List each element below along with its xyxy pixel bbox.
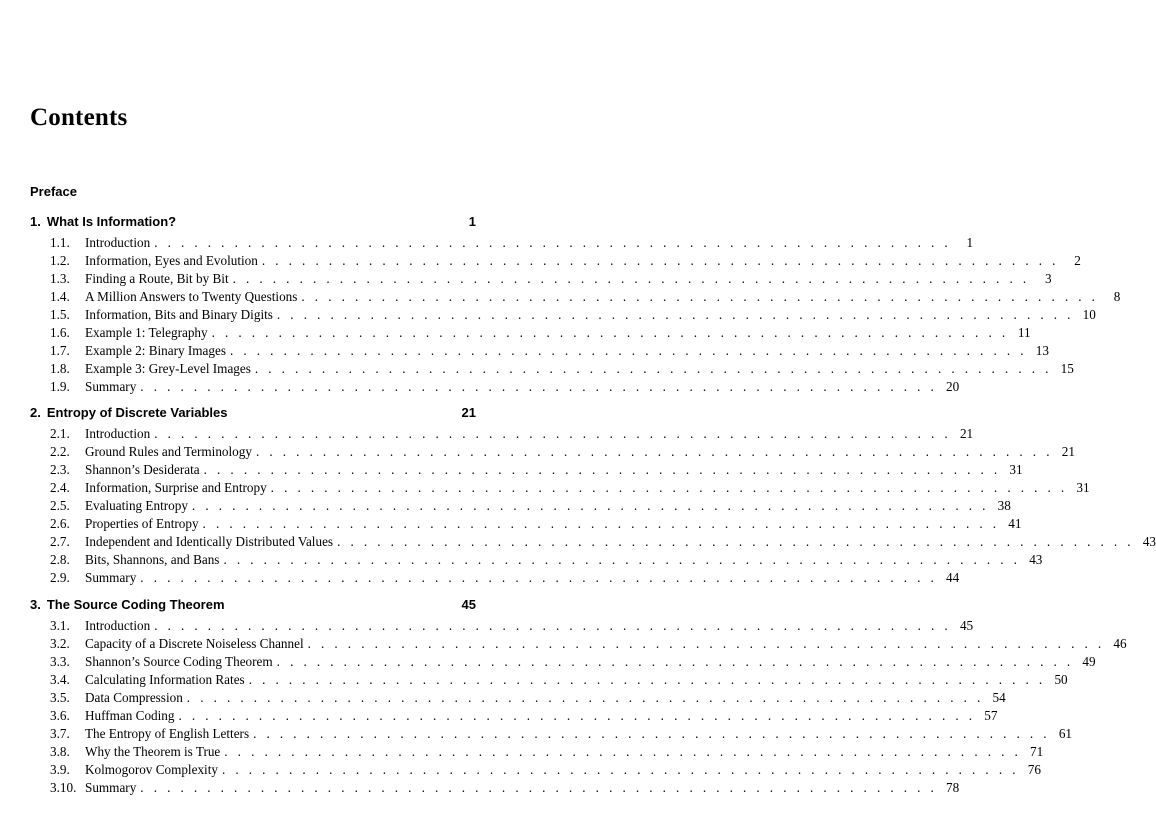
toc-preface-entry[interactable]: Preface (30, 184, 77, 199)
toc-section-entry[interactable] (30, 288, 1121, 306)
dot-leader: . . . . . . . . . . . . . . . . . . . . . . . . . . . . . . . . . . . . . . . . . . . . . . . . . . . . . . . . . . . . (232, 271, 1030, 286)
section-page: 21 (959, 426, 974, 441)
dot-leader: . . . . . . . . . . . . . . . . . . . . . . . . . . . . . . . . . . . . . . . . . . . . . . . . . . . . . . . . . . . . (202, 516, 1000, 531)
toc-section-entry[interactable] (30, 617, 974, 635)
dot-leader: . . . . . . . . . . . . . . . . . . . . . . . . . . . . . . . . . . . . . . . . . . . . . . . . . . . . . . . . . . . . (253, 726, 1051, 741)
section-title: Information, Bits and Binary Digits (85, 307, 273, 322)
chapter-page: 21 (461, 405, 476, 420)
section-number: 2.4. (50, 480, 70, 495)
section-title: Bits, Shannons, and Bans (85, 552, 220, 567)
section-title: Shannon’s Desiderata (85, 462, 200, 477)
section-page: 38 (997, 498, 1011, 513)
section-title: Summary (85, 780, 137, 795)
dot-leader: . . . . . . . . . . . . . . . . . . . . . . . . . . . . . . . . . . . . . . . . . . . . . . . . . . . . . . . . . . . . (307, 636, 1105, 651)
page-title: Contents (30, 104, 128, 131)
section-page: 43 (1142, 534, 1156, 549)
dot-leader: . . . . . . . . . . . . . . . . . . . . . . . . . . . . . . . . . . . . . . . . . . . . . . . . . . . . . . . . . . . . (154, 426, 952, 441)
section-page: 13 (1035, 343, 1049, 358)
dot-leader: . . . . . . . . . . . . . . . . . . . . . . . . . . . . . . . . . . . . . . . . . . . . . . . . . . . . . . . . . . . . (255, 444, 1053, 459)
section-page: 76 (1027, 762, 1041, 777)
section-page: 57 (984, 708, 998, 723)
section-number: 3.8. (50, 744, 70, 759)
toc-section-entry[interactable] (30, 635, 1127, 653)
section-number: 1.4. (50, 289, 70, 304)
section-number: 3.10. (50, 780, 77, 795)
dot-leader: . . . . . . . . . . . . . . . . . . . . . . . . . . . . . . . . . . . . . . . . . . . . . . . . . . . . . . . . . . . . (211, 325, 1009, 340)
toc-section-entry[interactable] (30, 306, 1096, 324)
dot-leader: . . . . . . . . . . . . . . . . . . . . . . . . . . . . . . . . . . . . . . . . . . . . . . . . . . . . . . . . . . . . (154, 235, 952, 250)
toc-section-entry[interactable] (30, 425, 974, 443)
section-number: 3.1. (50, 618, 70, 633)
toc-section-entry[interactable] (30, 725, 1073, 743)
section-title: The Entropy of English Letters (85, 726, 250, 741)
dot-leader: . . . . . . . . . . . . . . . . . . . . . . . . . . . . . . . . . . . . . . . . . . . . . . . . . . . . . . . . . . . . (223, 552, 1021, 567)
section-page: 31 (1076, 480, 1090, 495)
section-number: 1.5. (50, 307, 70, 322)
section-page: 49 (1082, 654, 1096, 669)
toc-section-entry[interactable] (30, 689, 1006, 707)
section-title: Ground Rules and Terminology (85, 444, 252, 459)
section-number: 2.1. (50, 426, 70, 441)
section-title: Example 1: Telegraphy (85, 325, 208, 340)
dot-leader: . . . . . . . . . . . . . . . . . . . . . . . . . . . . . . . . . . . . . . . . . . . . . . . . . . . . . . . . . . . . (178, 708, 976, 723)
section-page: 41 (1008, 516, 1022, 531)
dot-leader: . . . . . . . . . . . . . . . . . . . . . . . . . . . . . . . . . . . . . . . . . . . . . . . . . . . . . . . . . . . . (230, 343, 1027, 358)
section-number: 2.6. (50, 516, 70, 531)
chapter-heading[interactable] (30, 597, 476, 617)
toc-section-entry[interactable] (30, 360, 1074, 378)
chapter-title: The Source Coding Theorem (46, 597, 225, 612)
dot-leader: . . . . . . . . . . . . . . . . . . . . . . . . . . . . . . . . . . . . . . . . . . . . . . . . . . . . . . . . . . . . (140, 780, 938, 795)
section-title: Shannon’s Source Coding Theorem (85, 654, 273, 669)
section-number: 3.2. (50, 636, 70, 651)
section-title: Summary (85, 379, 137, 394)
toc-section-entry[interactable] (30, 551, 1043, 569)
section-page: 44 (946, 570, 960, 585)
section-number: 1.7. (50, 343, 70, 358)
section-title: Information, Eyes and Evolution (85, 253, 258, 268)
section-title: Why the Theorem is True (85, 744, 221, 759)
dot-leader: . . . . . . . . . . . . . . . . . . . . . . . . . . . . . . . . . . . . . . . . . . . . . . . . . . . . . . . . . . . . (203, 462, 1001, 477)
dot-leader: . . . . . . . . . . . . . . . . . . . . . . . . . . . . . . . . . . . . . . . . . . . . . . . . . . . . . . . . . . . . (337, 534, 1134, 549)
section-page: 20 (946, 379, 960, 394)
chapter-page: 1 (468, 214, 476, 229)
section-title: Huffman Coding (85, 708, 175, 723)
section-number: 1.3. (50, 271, 70, 286)
section-title: Information, Surprise and Entropy (85, 480, 267, 495)
dot-leader: . . . . . . . . . . . . . . . . . . . . . . . . . . . . . . . . . . . . . . . . . . . . . . . . . . . . . . . . . . . . (154, 618, 952, 633)
chapter-number: 3. (30, 597, 41, 612)
section-number: 3.4. (50, 672, 70, 687)
section-title: Independent and Identically Distributed Values (85, 534, 334, 549)
section-page: 11 (1017, 325, 1031, 340)
section-page: 10 (1082, 307, 1096, 322)
toc-section-entry[interactable] (30, 270, 1052, 288)
toc-chapter-2 (30, 405, 1156, 587)
chapter-number: 2. (30, 405, 41, 420)
section-title: A Million Answers to Twenty Questions (85, 289, 298, 304)
section-page: 54 (992, 690, 1006, 705)
toc-section-entry[interactable] (30, 479, 1090, 497)
dot-leader: . . . . . . . . . . . . . . . . . . . . . . . . . . . . . . . . . . . . . . . . . . . . . . . . . . . . . . . . . . . . (140, 379, 938, 394)
section-title: Calculating Information Rates (85, 672, 245, 687)
section-page: 50 (1054, 672, 1068, 687)
toc-section-entry[interactable] (30, 761, 1041, 779)
toc-section-entry[interactable] (30, 252, 1081, 270)
dot-leader: . . . . . . . . . . . . . . . . . . . . . . . . . . . . . . . . . . . . . . . . . . . . . . . . . . . . . . . . . . . . (224, 744, 1022, 759)
dot-leader: . . . . . . . . . . . . . . . . . . . . . . . . . . . . . . . . . . . . . . . . . . . . . . . . . . . . . . . . . . . . (270, 480, 1068, 495)
dot-leader: . . . . . . . . . . . . . . . . . . . . . . . . . . . . . . . . . . . . . . . . . . . . . . . . . . . . . . . . . . . . (254, 361, 1052, 376)
section-number: 1.9. (50, 379, 70, 394)
section-title: Introduction (85, 618, 151, 633)
toc-section-entry[interactable] (30, 707, 998, 725)
section-title: Summary (85, 570, 137, 585)
toc-section-entry[interactable] (30, 443, 1075, 461)
section-page: 46 (1113, 636, 1127, 651)
section-title: Example 2: Binary Images (85, 343, 226, 358)
section-number: 2.8. (50, 552, 70, 567)
section-number: 3.6. (50, 708, 70, 723)
toc-section-entry[interactable] (30, 234, 974, 252)
section-page: 2 (1074, 253, 1081, 268)
dot-leader: . . . . . . . . . . . . . . . . . . . . . . . . . . . . . . . . . . . . . . . . . . . . . . . . . . . . . . . . . . . . (191, 498, 989, 513)
section-page: 21 (1061, 444, 1075, 459)
dot-leader: . . . . . . . . . . . . . . . . . . . . . . . . . . . . . . . . . . . . . . . . . . . . . . . . . . . . . . . . . . . . (140, 570, 938, 585)
section-title: Capacity of a Discrete Noiseless Channel (85, 636, 304, 651)
dot-leader: . . . . . . . . . . . . . . . . . . . . . . . . . . . . . . . . . . . . . . . . . . . . . . . . . . . . . . . . . . . . (276, 307, 1074, 322)
chapter-heading[interactable] (30, 214, 476, 234)
chapter-page: 45 (461, 597, 476, 612)
section-title: Properties of Entropy (85, 516, 199, 531)
toc-section-entry[interactable] (30, 342, 1049, 360)
dot-leader: . . . . . . . . . . . . . . . . . . . . . . . . . . . . . . . . . . . . . . . . . . . . . . . . . . . . . . . . . . . . (248, 672, 1046, 687)
section-page: 61 (1058, 726, 1073, 741)
section-page: 45 (959, 618, 974, 633)
toc-section-entry[interactable] (30, 743, 1044, 761)
section-number: 2.5. (50, 498, 70, 513)
section-number: 2.2. (50, 444, 70, 459)
section-number: 3.3. (50, 654, 70, 669)
toc-chapter-1 (30, 214, 1121, 396)
dot-leader: . . . . . . . . . . . . . . . . . . . . . . . . . . . . . . . . . . . . . . . . . . . . . . . . . . . . . . . . . . . . (221, 762, 1019, 777)
section-page: 78 (946, 780, 960, 795)
section-number: 2.9. (50, 570, 70, 585)
section-number: 1.1. (50, 235, 70, 250)
section-title: Finding a Route, Bit by Bit (85, 271, 229, 286)
toc-section-entry[interactable] (30, 779, 960, 797)
dot-leader: . . . . . . . . . . . . . . . . . . . . . . . . . . . . . . . . . . . . . . . . . . . . . . . . . . . . . . . . . . . . (261, 253, 1059, 268)
section-number: 1.6. (50, 325, 70, 340)
toc-section-entry[interactable] (30, 324, 1031, 342)
section-title: Introduction (85, 235, 151, 250)
dot-leader: . . . . . . . . . . . . . . . . . . . . . . . . . . . . . . . . . . . . . . . . . . . . . . . . . . . . . . . . . . . . (186, 690, 984, 705)
chapter-heading[interactable] (30, 405, 476, 425)
toc-section-entry[interactable] (30, 569, 960, 587)
section-number: 2.7. (50, 534, 70, 549)
toc-section-entry[interactable] (30, 515, 1022, 533)
section-page: 8 (1113, 289, 1121, 304)
section-number: 1.2. (50, 253, 70, 268)
section-number: 3.5. (50, 690, 70, 705)
section-number: 3.9. (50, 762, 70, 777)
toc-section-entry[interactable] (30, 378, 960, 396)
section-page: 3 (1044, 271, 1052, 286)
section-page: 1 (966, 235, 974, 250)
section-page: 15 (1060, 361, 1074, 376)
toc-section-entry[interactable] (30, 533, 1156, 551)
section-title: Evaluating Entropy (85, 498, 188, 513)
toc-section-entry[interactable] (30, 497, 1011, 515)
chapter-number: 1. (30, 214, 41, 229)
section-number: 1.8. (50, 361, 70, 376)
section-title: Introduction (85, 426, 151, 441)
chapter-title: Entropy of Discrete Variables (46, 405, 228, 420)
section-title: Kolmogorov Complexity (85, 762, 218, 777)
toc-chapter-3 (30, 597, 1127, 797)
dot-leader: . . . . . . . . . . . . . . . . . . . . . . . . . . . . . . . . . . . . . . . . . . . . . . . . . . . . . . . . . . . . (301, 289, 1099, 304)
section-number: 3.7. (50, 726, 70, 741)
section-page: 43 (1029, 552, 1043, 567)
section-page: 31 (1009, 462, 1023, 477)
section-title: Example 3: Grey-Level Images (85, 361, 251, 376)
toc-section-entry[interactable] (30, 461, 1023, 479)
section-page: 71 (1030, 744, 1044, 759)
section-title: Data Compression (85, 690, 183, 705)
toc-section-entry[interactable] (30, 653, 1096, 671)
chapter-title: What Is Information? (46, 214, 177, 229)
section-number: 2.3. (50, 462, 70, 477)
dot-leader: . . . . . . . . . . . . . . . . . . . . . . . . . . . . . . . . . . . . . . . . . . . . . . . . . . . . . . . . . . . . (276, 654, 1074, 669)
toc-section-entry[interactable] (30, 671, 1068, 689)
